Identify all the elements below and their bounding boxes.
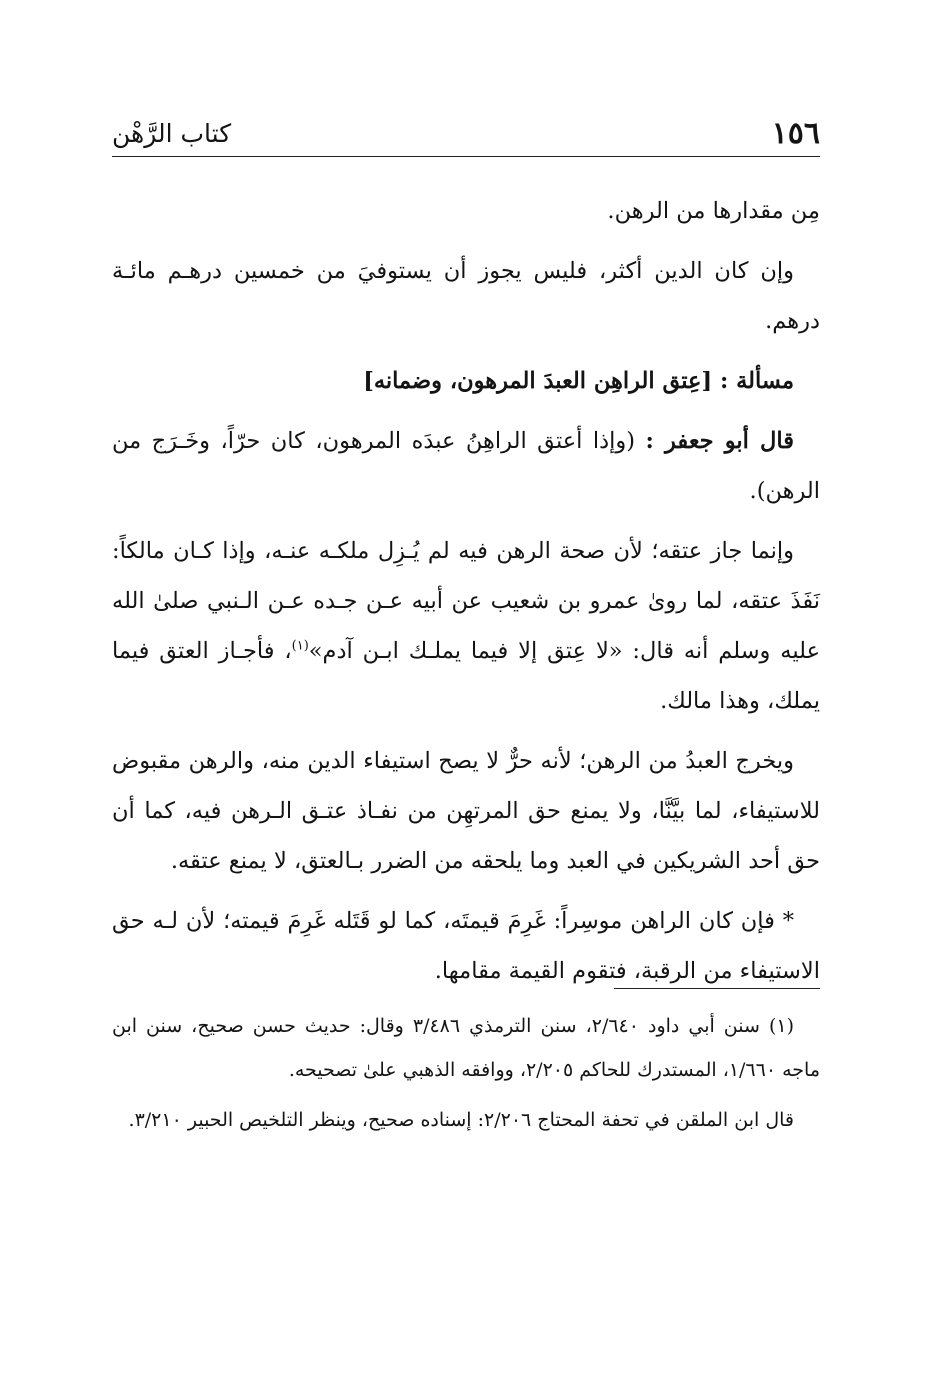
page-number: ١٥٦ (771, 116, 820, 151)
running-title: كتاب الرَّهْن (112, 119, 232, 148)
paragraph-1: مِن مقدارها من الرهن. (607, 198, 820, 224)
paragraph-4-tail: ، فأجـاز العتق فيما يملك، وهذا مالك. (112, 638, 820, 714)
paragraph-3 (112, 416, 820, 516)
main-text (112, 186, 820, 1006)
paragraph-5: ويخرج العبدُ من الرهن؛ لأنه حرٌّ لا يصح استيفاء الدين منه، والرهن مقبوض للاستيفاء، لما بيَّنَّا، ولا يمنع حق المرتهِن من نفـاذ عتـق الـرهن فيه، كما أن حق أحد الشريكين في العبد وما يلحقه من الضرر بـالعتق، لا يمنع عتقه. (112, 748, 820, 874)
footnote-1-continuation: قال ابن الملقن في تحفة المحتاج ٢/٢٠٦: إسناده صحيح، وينظر التلخيص الحبير ٣/٢١٠. (128, 1109, 794, 1131)
paragraph-2: وإن كان الدين أكثر، فليس يجوز أن يستوفيَ من خمسين درهـم مائـة درهم. (112, 258, 820, 334)
section-heading (112, 356, 820, 406)
quote-text: (وإذا أعتق الراهِنُ عبدَه المرهون، كان حرّاً، وخَـرَج من الرهن). (112, 428, 820, 504)
heading-text: [عِتق الراهِن العبدَ المرهون، وضمانه] (363, 368, 713, 394)
heading-label: مسألة : (719, 368, 794, 394)
footnotes (112, 1004, 820, 1148)
header-divider (112, 156, 820, 157)
paragraph-4-text: وإنما جاز عتقه؛ لأن صحة الرهن فيه لم يُـزِل ملكـه عنـه، وإذا كـان مالكاً: نَفَذَ عتقه، لما روىٰ عمرو بن شعيب عن أبيه عـن جـده عـن الـنبي صلىٰ الله عليه وسلم أنه قال: «لا عِتق إلا فيما يملـك ابـن آدم» (112, 538, 821, 664)
page-header (112, 112, 820, 156)
paragraph-4 (112, 526, 820, 726)
paragraph-6: * فإن كان الراهن موسِراً: غَرِمَ قيمتَه، كما لو قَتَله غَرِمَ قيمته؛ لأن لـه حق الاستيفاء من الرقبة، فتقوم القيمة مقامها. (112, 908, 820, 984)
footnote-divider (614, 988, 820, 989)
speaker-label: قال أبو جعفر : (645, 428, 794, 454)
footnote-reference[interactable]: (١) (291, 638, 309, 654)
footnote-1: (١) سنن أبي داود ٢/٦٤٠، سنن الترمذي ٣/٤٨٦ وقال: حديث حسن صحيح، سنن ابن ماجه ١/٦٦٠، المستدرك للحاكم ٢/٢٠٥، ووافقه الذهبي علىٰ تصحيحه. (112, 1015, 820, 1081)
